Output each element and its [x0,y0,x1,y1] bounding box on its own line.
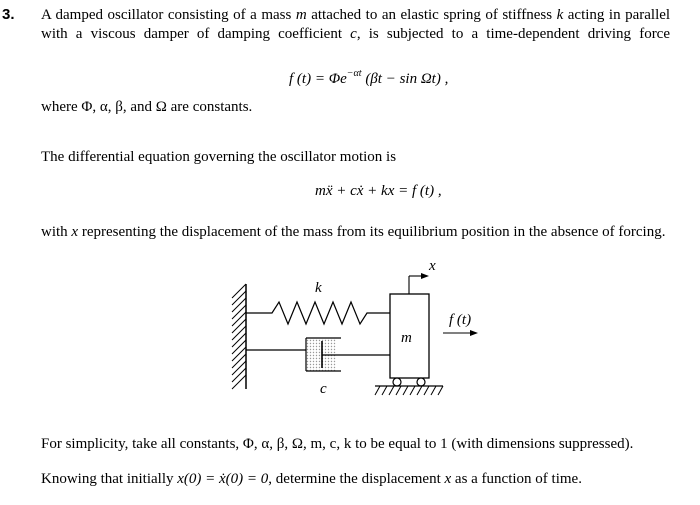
ground-hatching [375,386,443,395]
where-constants: where Φ, α, β, and Ω are constants. [41,99,253,115]
wheels [393,378,425,386]
intro-line-2: with a viscous damper of damping coefficient c, is subjected to a time-dependent driving force [41,26,671,42]
displacement-definition: with x representing the displacement of the mass from its equilibrium position in the absence of forcing. [41,224,666,240]
force-arrow-head [470,330,478,336]
intro-line-1: A damped oscillator consisting of a mass m attached to an elastic spring of stiffness k acting in parallel [41,7,671,23]
wall-hatching [232,284,246,389]
damper-label-c: c [320,381,327,397]
force-equation: f $(t) = \Phi e^{-\alpha t}$ (βt − sin Ωt) , [289,68,449,87]
question-number: 3. [2,6,15,23]
displacement-label-x: x [429,258,436,274]
displacement-arrow-head [421,273,429,279]
damper [246,338,390,371]
motion-equation: mẍ + cẋ + kx = f (t) , [315,183,442,199]
task-statement: Knowing that initially x(0) = ẋ(0) = 0, determine the displacement x as a function of time. [41,471,582,487]
spring [246,302,390,324]
mass-label-m: m [401,330,412,346]
force-label: f (t) [449,312,472,328]
simplicity-note: For simplicity, take all constants, Φ, α, β, Ω, m, c, k to be equal to 1 (with dimensions suppressed). [41,436,634,452]
diff-eq-intro: The differential equation governing the oscillator motion is [41,149,397,165]
spring-label-k: k [315,280,322,296]
